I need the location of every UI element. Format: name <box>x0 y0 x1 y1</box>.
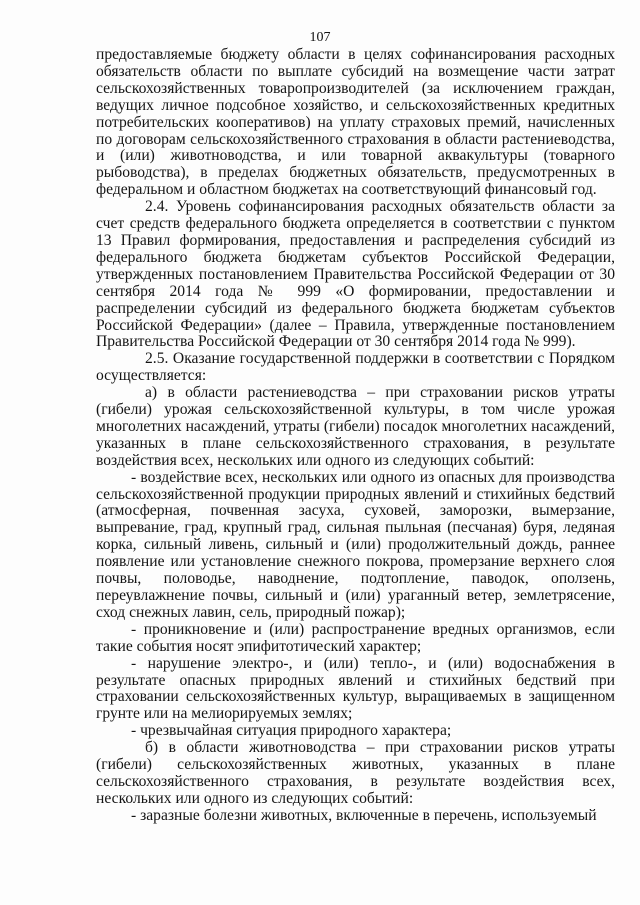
document-body <box>96 47 615 825</box>
list-item: - воздействие всех, нескольких или одного из опасных для производства сельскохозяйственной продукции природных явлений и стихийных бедствий (атмосферная, почвенная засуха, суховей, заморозки, вымерзание, выпревание, град, крупный град, сильная пыльная (песчаная) буря, ледяная корка, сильный ливень, сильный и (или) продолжительный дождь, раннее появление или установление снежного покрова, промерзание верхнего слоя почвы, половодье, наводнение, подтопление, паводок, оползень, переувлажнение почвы, сильный и (или) ураганный ветер, землетрясение, сход снежных лавин, сель, природный пожар); <box>96 468 615 621</box>
list-item: - нарушение электро-, и (или) тепло-, и (или) водоснабжения в результате опасных природных явлений и стихийных бедствий при страховании сельскохозяйственных культур, выращиваемых в защищенном грунте или на мелиорируемых землях; <box>96 654 615 723</box>
list-item: - заразные болезни животных, включенные в перечень, используемый <box>131 806 597 824</box>
list-item: - проникновение и (или) распространение вредных организмов, если такие события носят эпифитотический характер; <box>96 620 615 655</box>
paragraph: предоставляемые бюджету области в целях софинансирования расходных обязательств области по выплате субсидий на возмещение части затрат сельскохозяйственных товаропроизводителей (за исключением граждан, ведущих личное подсобное хозяйство, и сельскохозяйственных кредитных потребительских кооперативов) на уплату страховых премий, начисленных по договорам сельскохозяйственного страхования в области растениеводства, и (или) животноводства, и или товарной аквакультуры (товарного рыбоводства), в пределах бюджетных обязательств, предусмотренных в федеральном и областном бюджетах на соответствующий финансовый год. <box>96 46 615 199</box>
paragraph: а) в области растениеводства – при страховании рисков утраты (гибели) урожая сельскохозяйственной культуры, в том числе урожая многолетних насаждений, утраты (гибели) посадок многолетних насаждений, указанных в плане сельскохозяйственного страхования, в результате воздействия всех, нескольких или одного из следующих событий: <box>96 384 615 469</box>
page-number: 107 <box>309 30 331 45</box>
paragraph: б) в области животноводства – при страховании рисков утраты (гибели) сельскохозяйственных животных, указанных в плане сельскохозяйственного страхования, в результате воздействия всех, нескольких или одного из следующих событий: <box>96 739 615 807</box>
paragraph: 2.5. Оказание государственной поддержки в соответствии с Порядком осуществляется: <box>96 350 615 385</box>
list-item: - чрезвычайная ситуация природного характера; <box>131 722 452 740</box>
paragraph: 2.4. Уровень софинансирования расходных обязательств области за счет средств федерального бюджета определяется в соответствии с пунктом 13 Правил формирования, предоставления и распределения субсидий из федерального бюджета бюджетам субъектов Российской Федерации, утвержденных постановлением Правительства Российской Федерации от 30 сентября 2014 года № 999 «О формировании, предоставлении и распределении субсидий из федерального бюджета бюджетам субъектов Российской Федерации» (далее – Правила, утвержденные постановлением Правительства Российской Федерации от 30 сентября 2014 года № 999). <box>96 198 615 351</box>
